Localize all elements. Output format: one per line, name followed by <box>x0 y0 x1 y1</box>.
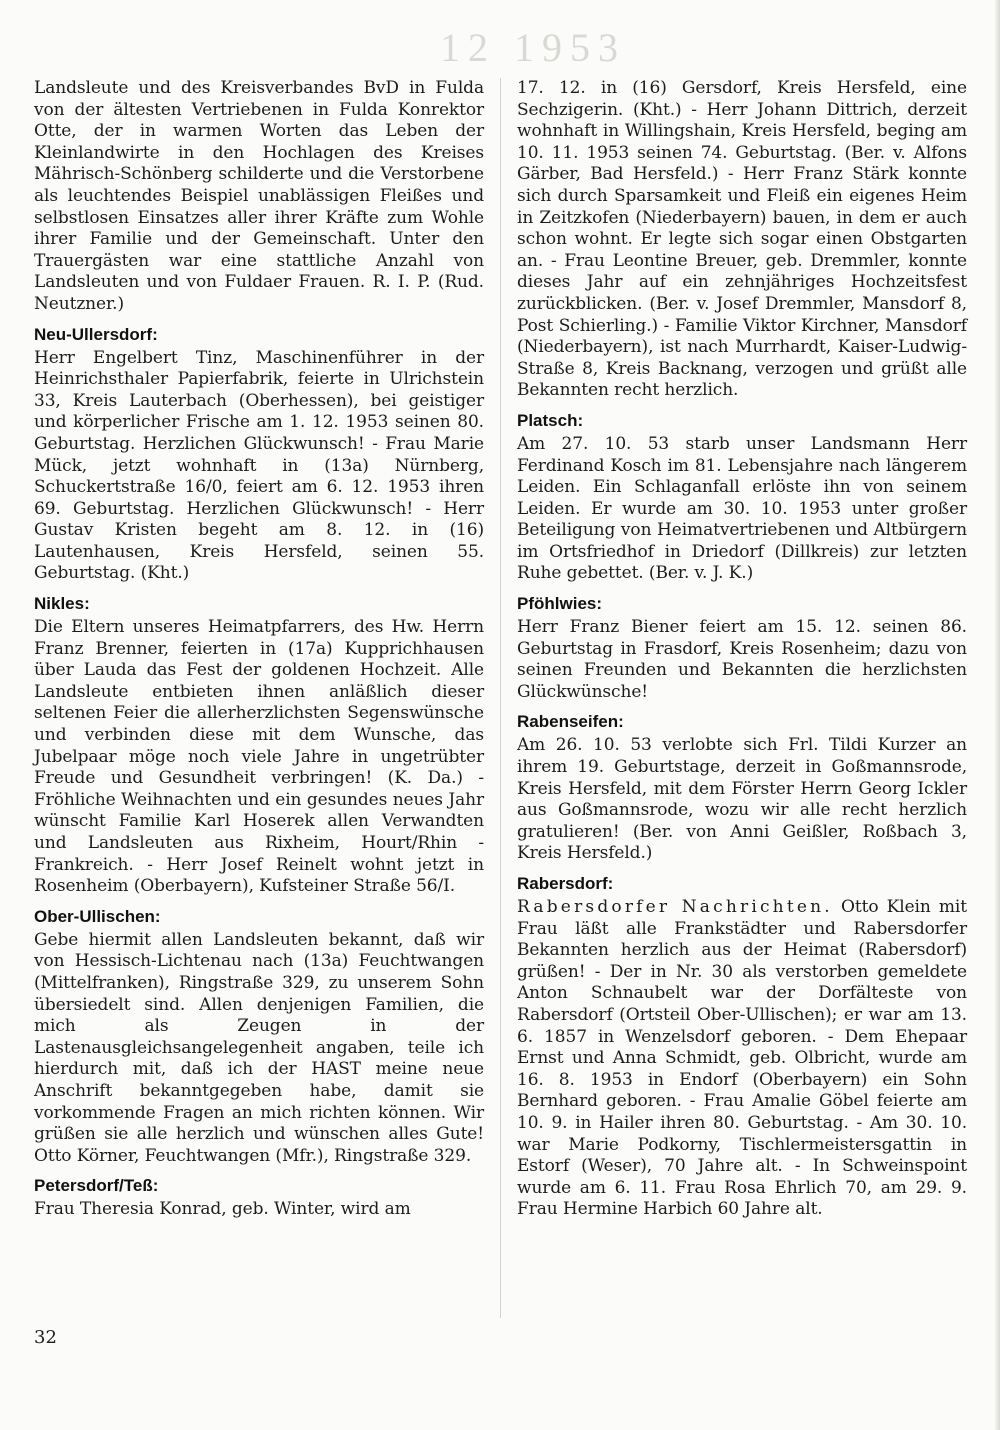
heading-ober-ullischen: Ober-Ullischen: <box>34 906 161 926</box>
heading-pfoehlwies: Pföhlwies: <box>517 594 603 614</box>
text-rabenseifen: Am 26. 10. 53 verlobte sich Frl. Tildi Kurzer an ihrem 19. Geburtstage, derzeit in Goßmannsrode, Kreis Hersfeld, mit dem Förster Herrn Georg Ickler aus Goßmannsrode, wozu wir alle recht herzlich gratulieren! (Ber. von Anni Geißler, Roßbach 3, Kreis Hersfeld.) <box>517 735 967 864</box>
column-divider <box>500 78 501 1318</box>
left-column <box>34 78 484 1221</box>
heading-nikles: Nikles: <box>34 594 90 614</box>
page-number: 32 <box>34 1327 57 1348</box>
left-intro-paragraph: Landsleute und des Kreisverbandes BvD in Fulda von der ältesten Vertriebenen in Fulda Konrektor Otte, der in warmen Worten das Leben der Kleinlandwirte in den Hochlagen des Kreises Mährisch-Schönberg schilderte und die Verstorbene als leuchtendes Beispiel unablässigen Fleißes und selbstlosen Einsatzes aller ihrer Kräfte zum Wohle ihrer Familie und der Gemeinschaft. Unter den Trauergästen war eine stattliche Anzahl von Landsleuten und von Fuldaer Frauen. R. I. P. (Rud. Neutzner.) <box>34 78 484 314</box>
text-rabersdorf <box>517 897 967 1221</box>
text-neu-ullersdorf: Herr Engelbert Tinz, Maschinenführer in der Heinrichsthaler Papierfabrik, feierte in Ulrichstein 33, Kreis Lauterbach (Oberhessen), bei geistiger und körperlicher Frische am 1. 12. 1953 seinen 80. Geburtstag. Herzlichen Glückwunsch! - Frau Marie Mück, jetzt wohnhaft in (13a) Nürnberg, Schuckertstraße 16/0, feiert am 6. 12. 1953 ihren 69. Geburtstag. Herzlichen Glückwunsch! - Herr Gustav Kristen begeht am 8. 12. in (16) Lautenhausen, Kreis Hersfeld, seinen 55. Geburtstag. (Kht.) <box>34 347 484 584</box>
text-petersdorf-tess: Frau Theresia Konrad, geb. Winter, wird am <box>34 1199 411 1220</box>
rabersdorf-body: Otto Klein mit Frau läßt alle Frankstädter und Rabersdorfer Bekannten herzlich aus der Heimat (Rabersdorf) grüßen! - Der in Nr. 30 als verstorben gemeldete Anton Schnaubelt war der Dorfälteste von Rabersdorf (Ortsteil Ober-Ullischen); er war am 13. 6. 1857 in Wenzelsdorf geboren. - Dem Ehepaar Ernst und Anna Schmidt, geb. Olbricht, wurde am 16. 8. 1953 in Endorf (Oberbayern) ein Sohn Bernhard geboren. - Frau Amalie Göbel feierte am 10. 9. in Hailer ihren 80. Geburtstag. - Am 30. 10. war Marie Podkorny, Tischlermeistersgattin in Estorf (Weser), 70 Jahre alt. - In Schweinspoint wurde am 6. 11. Frau Rosa Ehrlich 70, am 29. 9. Frau Hermine Harbich 60 Jahre alt. <box>517 897 967 1220</box>
heading-neu-ullersdorf: Neu-Ullersdorf: <box>34 324 158 344</box>
text-nikles: Die Eltern unseres Heimatpfarrers, des Hw. Herrn Franz Brenner, feierten in (17a) Kupprichhausen über Lauda das Fest der goldenen Hochzeit. Alle Landsleute entbieten ihnen anläßlich dieser seltenen Feier die allerherzlichsten Segenswünsche und verbinden diese mit dem Wunsche, das Jubelpaar möge noch viele Jahre in ungetrübter Freude und Gesundheit verbringen! (K. Da.) - Fröhliche Weihnachten und ein gesundes neues Jahr wünscht Familie Karl Hoserek allen Verwandten und Landsleuten aus Rixheim, Hourt/Rhin - Frankreich. - Herr Josef Reinelt wohnt jetzt in Rosenheim (Oberbayern), Kufsteiner Straße 56/I. <box>34 617 484 897</box>
scan-mark: 12 1953 <box>440 25 626 70</box>
right-column <box>517 78 967 1221</box>
rabersdorf-lead: Rabersdorfer Nachrichten. <box>517 897 833 917</box>
right-intro-paragraph: 17. 12. in (16) Gersdorf, Kreis Hersfeld, eine Sechzigerin. (Kht.) - Herr Johann Dittrich, derzeit wohnhaft in Willingshain, Kreis Hersfeld, beging am 10. 11. 1953 seinen 74. Geburtstag. (Ber. v. Alfons Gärber, Bad Hersfeld.) - Herr Franz Stärk konnte sich durch Sparsamkeit und Fleiß ein eigenes Heim in Zeitzkofen (Niederbayern) bauen, in dem er auch schon wohnt. Er legte sich sogar einen Obstgarten an. - Frau Leontine Breuer, geb. Dremmler, konnte dieses Jahr auf ein zehnjähriges Hochzeitsfest zurückblicken. (Ber. v. Josef Dremmler, Mansdorf 8, Post Schierling.) - Familie Viktor Kirchner, Mansdorf (Niederbayern), ist nach Murrhardt, Kaiser-Ludwig-Straße 8, Kreis Backnang, verzogen und grüßt alle Bekannten recht herzlich. <box>517 78 967 401</box>
text-pfoehlwies: Herr Franz Biener feiert am 15. 12. seinen 86. Geburtstag in Frasdorf, Kreis Rosenheim; dazu von seinen Freunden und Bekannten die herzlichsten Glückwünsche! <box>517 617 967 702</box>
heading-platsch: Platsch: <box>517 410 584 430</box>
text-ober-ullischen: Gebe hiermit allen Landsleuten bekannt, daß wir von Hessisch-Lichtenau nach (13a) Feuchtwangen (Mittelfranken), Ringstraße 329, zu unserem Sohn übersiedelt sind. Allen denjenigen Familien, die mich als Zeugen in der Lastenausgleichsangelegenheit angaben, teile ich hierdurch mit, daß ich der HAST meine neue Anschrift bekanntgegeben habe, damit sie vorkommende Fragen an mich richten können. Wir grüßen sie alle herzlich und wünschen alles Gute! Otto Körner, Feuchtwangen (Mfr.), Ringstraße 329. <box>34 929 484 1166</box>
page-edge-shadow <box>994 0 1000 1430</box>
text-platsch: Am 27. 10. 53 starb unser Landsmann Herr Ferdinand Kosch im 81. Lebensjahre nach längerem Leiden. Ein Schlaganfall erlöste ihn von seinem Leiden. Er wurde am 30. 10. 1953 unter großer Beteiligung von Heimatvertriebenen und Altbürgern im Ortsfriedhof in Driedorf (Dillkreis) zur letzten Ruhe gebettet. (Ber. v. J. K.) <box>517 433 967 584</box>
heading-petersdorf-tess: Petersdorf/Teß: <box>34 1176 159 1196</box>
heading-rabersdorf: Rabersdorf: <box>517 874 614 893</box>
heading-rabenseifen: Rabenseifen: <box>517 712 624 732</box>
